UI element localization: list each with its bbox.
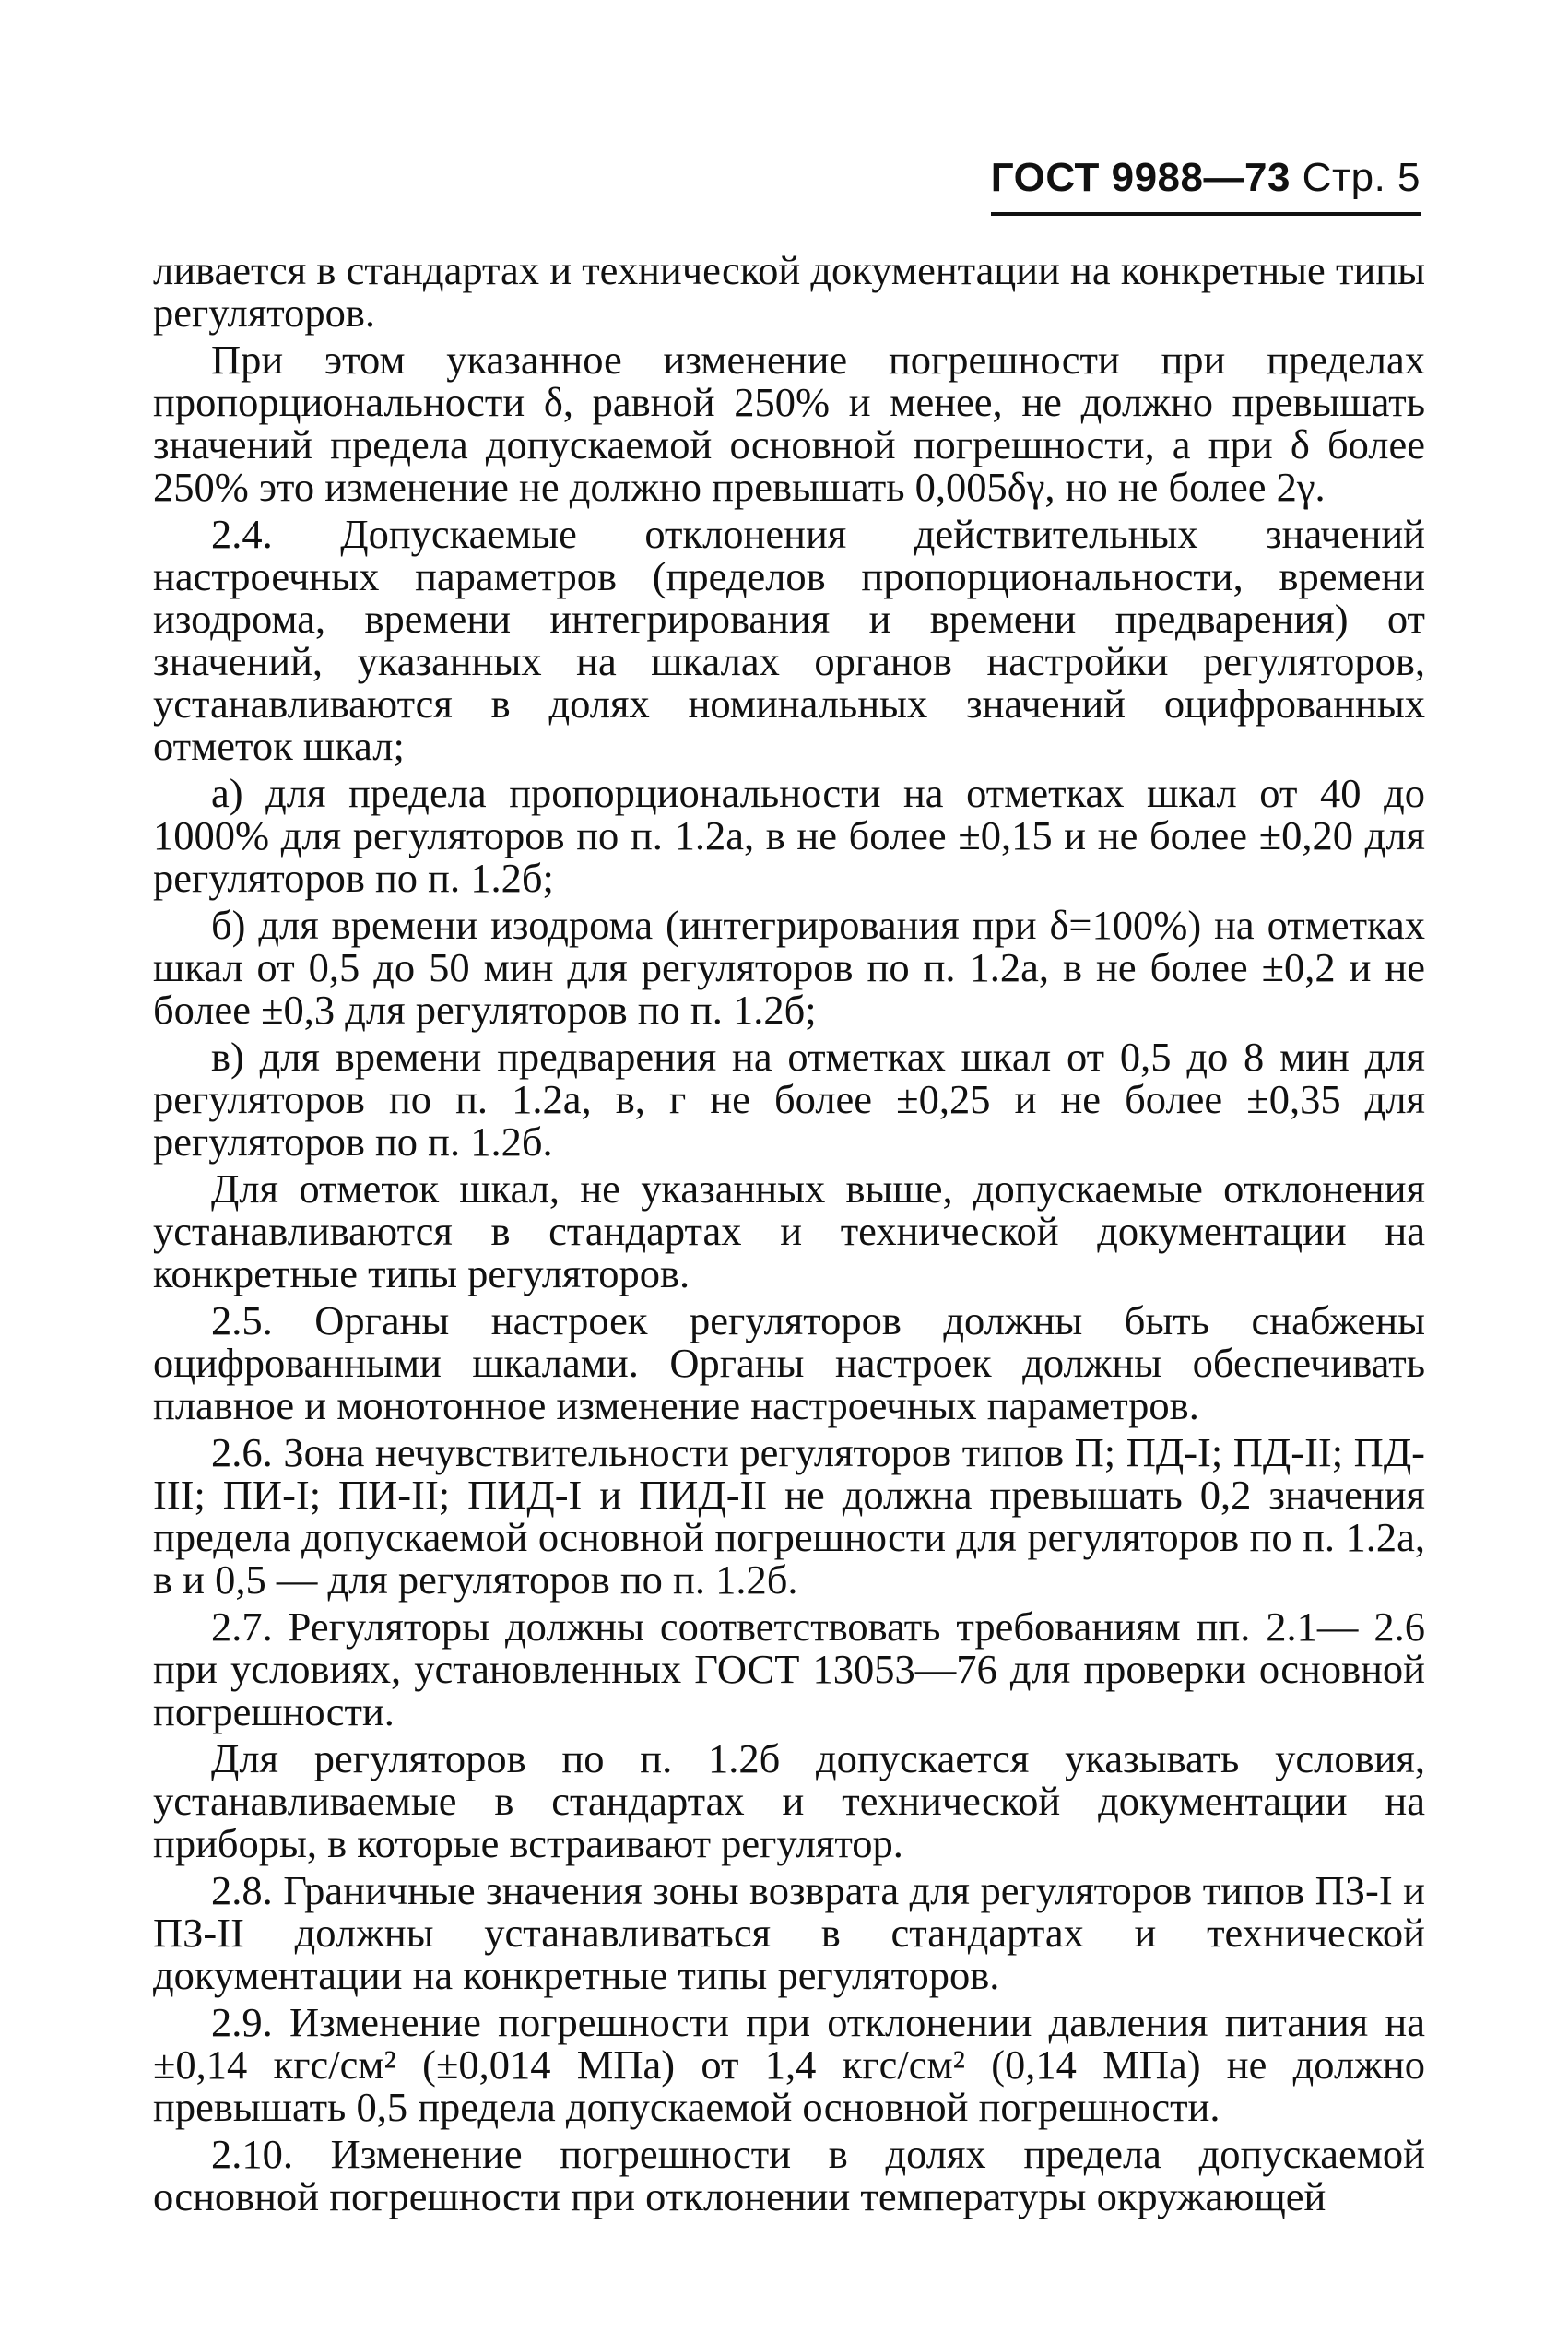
clause-2-7: 2.7. Регуляторы должны соответствовать требованиям пп. 2.1— 2.6 при условиях, установленных ГОСТ 13053—76 для проверки основной погрешности. xyxy=(153,1603,1425,1734)
paragraph: Для регуляторов по п. 1.2б допускается указывать условия, устанавливаемые в стандартах и технической документации на приборы, в которые встраивают регулятор. xyxy=(153,1735,1425,1866)
clause-2-4-b: б) для времени изодрома (интегрирования при δ=100%) на отметках шкал от 0,5 до 50 мин для регуляторов по п. 1.2а, в не более ±0,2 и не более ±0,3 для регуляторов по п. 1.2б; xyxy=(153,902,1425,1033)
paragraph-continuation: ливается в стандартах и технической документации на конкретные типы регуляторов. xyxy=(153,247,1425,336)
document-number: ГОСТ 9988—73 xyxy=(990,155,1291,200)
clause-2-4-v: в) для времени предварения на отметках шкал от 0,5 до 8 мин для регуляторов по п. 1.2а, в, г не более ±0,25 и не более ±0,35 для регуляторов по п. 1.2б. xyxy=(153,1034,1425,1165)
page-number: Стр. 5 xyxy=(1302,155,1421,200)
clause-2-4: 2.4. Допускаемые отклонения действительных значений настроечных параметров (пределов пропорциональности, времени изодрома, времени интегрирования и времени предварения) от значений, указанных на шкалах органов настройки регуляторов, устанавливаются в долях номинальных значений оцифрованных отметок шкал; xyxy=(153,511,1425,769)
clause-2-6: 2.6. Зона нечувствительности регуляторов типов П; ПД-I; ПД-II; ПД-III; ПИ-I; ПИ-II; ПИД-I и ПИД-II не должна превышать 0,2 значения предела допускаемой основной погрешности для регуляторов по п. 1.2а, в и 0,5 — для регуляторов по п. 1.2б. xyxy=(153,1429,1425,1603)
clause-2-5: 2.5. Органы настроек регуляторов должны быть снабжены оцифрованными шкалами. Органы настроек должны обеспечивать плавное и монотонное изменение настроечных параметров. xyxy=(153,1297,1425,1428)
page-header xyxy=(991,155,1421,216)
clause-2-8: 2.8. Граничные значения зоны возврата для регуляторов типов ПЗ-I и ПЗ-II должны устанавливаться в стандартах и технической документации на конкретные типы регуляторов. xyxy=(153,1867,1425,1998)
paragraph: При этом указанное изменение погрешности при пределах пропорциональности δ, равной 250% и менее, не должно превышать значений предела допускаемой основной погрешности, а при δ более 250% это изменение не должно превышать 0,005δγ, но не более 2γ. xyxy=(153,337,1425,510)
clause-2-10: 2.10. Изменение погрешности в долях предела допускаемой основной погрешности при отклонении температуры окружающей xyxy=(153,2131,1425,2219)
clause-2-4-a: а) для предела пропорциональности на отметках шкал от 40 до 1000% для регуляторов по п. 1.2а, в не более ±0,15 и не более ±0,20 для регуляторов по п. 1.2б; xyxy=(153,770,1425,901)
clause-2-9: 2.9. Изменение погрешности при отклонении давления питания на ±0,14 кгс/см² (±0,014 МПа) от 1,4 кгс/см² (0,14 МПа) не должно превышать 0,5 предела допускаемой основной погрешности. xyxy=(153,1999,1425,2130)
paragraph: Для отметок шкал, не указанных выше, допускаемые отклонения устанавливаются в стандартах и технической документации на конкретные типы регуляторов. xyxy=(153,1166,1425,1296)
document-body xyxy=(153,249,1425,2222)
